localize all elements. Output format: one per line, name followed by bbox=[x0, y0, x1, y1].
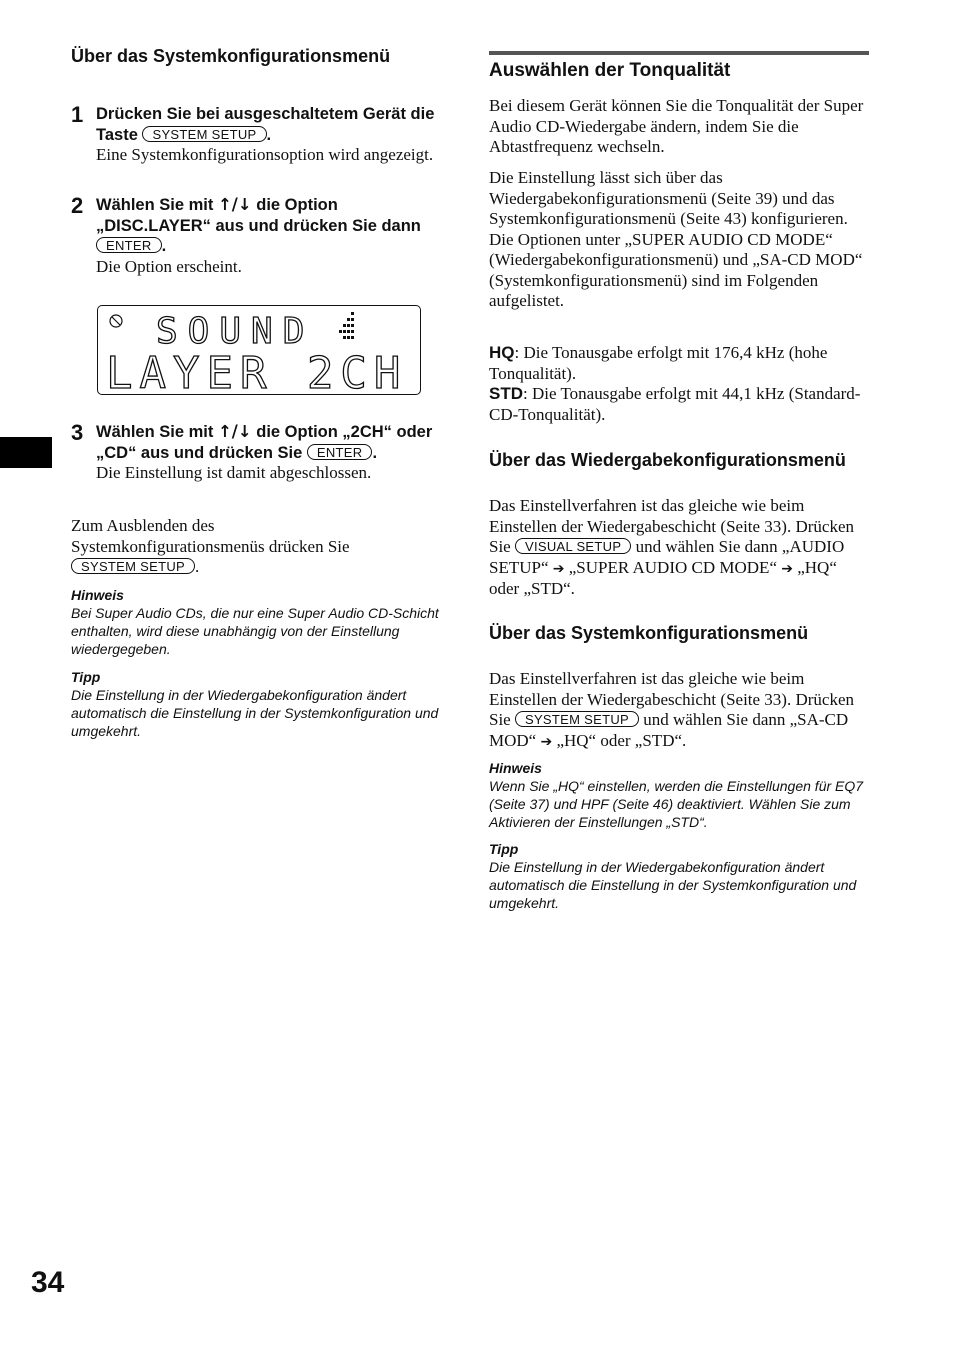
step-text: Die Option erscheint. bbox=[96, 256, 242, 276]
system-setup-key: SYSTEM SETUP bbox=[515, 711, 639, 727]
step-title: Wählen Sie mit ↑/↓ die Option „2CH“ oder „CD“ aus und drücken Sie ENTER . bbox=[96, 422, 433, 462]
intro-paragraph: Bei diesem Gerät können Sie die Tonqualität der Super Audio CD-Wiedergabe ändern, indem Sie die Abtastfrequenz wechseln. bbox=[489, 96, 864, 156]
lcd-display bbox=[97, 305, 421, 395]
sub-heading-system-menu: Über das Systemkonfigurationsmenü bbox=[489, 623, 809, 643]
quality-options bbox=[489, 343, 869, 425]
step-1 bbox=[71, 104, 451, 166]
chapter-tab-marker bbox=[0, 437, 52, 468]
hinweis-label: Hinweis bbox=[71, 587, 124, 603]
lcd-line-2: LAYER 2CH bbox=[106, 348, 408, 394]
level-meter-icon bbox=[339, 312, 354, 339]
arrow-right-icon: ➔ bbox=[552, 560, 565, 577]
tipp-label: Tipp bbox=[71, 669, 101, 685]
step-2 bbox=[71, 195, 451, 277]
disc-icon bbox=[110, 315, 122, 327]
arrow-right-icon: ➔ bbox=[781, 560, 793, 577]
up-down-arrows-icon: ↑/↓ bbox=[217, 195, 252, 214]
playback-menu-paragraph: Das Einstellverfahren ist das gleiche wie beim Einstellen der Wiedergabeschicht (Seite 33). Drücken Sie VISUAL SETUP und wählen Sie dann „AUDIO SETUP“ ➔ „SUPER AUDIO CD MODE“ ➔ „HQ“ oder „STD“. bbox=[489, 496, 855, 598]
option-std: STD: Die Tonausgabe erfolgt mit 44,1 kHz (Standard-CD-Tonqualität). bbox=[489, 384, 861, 424]
step-3 bbox=[71, 422, 451, 484]
config-paragraph: Die Einstellung lässt sich über das Wiedergabekonfigurationsmenü (Seite 39) und das Systemkonfigurationsmenü (Seite 43) konfigurieren. Die Optionen unter „SUPER AUDIO CD MODE“ (Wiedergabekonfigurationsmenü) und „SA-CD MOD“ (Systemkonfigurationsmenü) sind im Folgenden aufgelistet. bbox=[489, 168, 863, 310]
left-tipp bbox=[71, 668, 455, 740]
system-menu-paragraph: Das Einstellverfahren ist das gleiche wie beim Einstellen der Wiedergabeschicht (Seite 33). Drücken Sie SYSTEM SETUP und wählen Sie dann „SA-CD MOD“ ➔ „HQ“ oder „STD“. bbox=[489, 669, 855, 750]
right-tipp bbox=[489, 840, 873, 912]
hinweis-text: Wenn Sie „HQ“ einstellen, werden die Einstellungen für EQ7 (Seite 37) und HPF (Seite 46) deaktiviert. Wählen Sie zum Aktivieren der Einstellungen „STD“. bbox=[489, 778, 864, 830]
lcd-display-graphic bbox=[98, 306, 420, 394]
right-hinweis bbox=[489, 759, 873, 831]
system-setup-key: SYSTEM SETUP bbox=[71, 558, 195, 574]
hinweis-label: Hinweis bbox=[489, 760, 542, 776]
enter-key: ENTER bbox=[307, 444, 373, 460]
system-setup-key: SYSTEM SETUP bbox=[142, 126, 266, 142]
page-number: 34 bbox=[31, 1266, 65, 1299]
tipp-label: Tipp bbox=[489, 841, 519, 857]
right-section-heading: Auswählen der Tonqualität bbox=[489, 60, 731, 81]
sub-heading-playback-menu: Über das Wiedergabekonfigurationsmenü bbox=[489, 450, 846, 470]
step-number: 2 bbox=[71, 193, 84, 218]
hide-menu-paragraph: Zum Ausblenden des Systemkonfigurationsmenüs drücken Sie SYSTEM SETUP . bbox=[71, 516, 350, 576]
step-text: Eine Systemkonfigurationsoption wird angezeigt. bbox=[96, 145, 434, 164]
left-section-heading: Über das Systemkonfigurationsmenü bbox=[71, 46, 391, 66]
step-title: Drücken Sie bei ausgeschaltetem Gerät die Taste SYSTEM SETUP . bbox=[96, 105, 435, 144]
option-hq: HQ: Die Tonausgabe erfolgt mit 176,4 kHz (hohe Tonqualität). bbox=[489, 343, 828, 383]
left-hinweis bbox=[71, 586, 455, 658]
step-text: Die Einstellung ist damit abgeschlossen. bbox=[96, 463, 372, 482]
step-number: 1 bbox=[71, 102, 84, 127]
tipp-text: Die Einstellung in der Wiedergabekonfiguration ändert automatisch die Einstellung in der Systemkonfiguration und umgekehrt. bbox=[71, 687, 439, 739]
tipp-text: Die Einstellung in der Wiedergabekonfiguration ändert automatisch die Einstellung in der Systemkonfiguration und umgekehrt. bbox=[489, 859, 857, 911]
section-rule bbox=[489, 51, 869, 55]
visual-setup-key: VISUAL SETUP bbox=[515, 538, 631, 554]
step-title: Wählen Sie mit ↑/↓ die Option „DISC.LAYER“ aus und drücken Sie dann ENTER . bbox=[96, 195, 421, 255]
lcd-line-1: SOUND bbox=[156, 311, 315, 352]
arrow-right-icon: ➔ bbox=[540, 733, 553, 750]
hinweis-text: Bei Super Audio CDs, die nur eine Super Audio CD-Schicht enthalten, wird diese unabhängig von der Einstellung wiedergegeben. bbox=[71, 605, 439, 657]
step-number: 3 bbox=[71, 420, 84, 445]
enter-key: ENTER bbox=[96, 237, 162, 253]
up-down-arrows-icon: ↑/↓ bbox=[217, 422, 252, 441]
